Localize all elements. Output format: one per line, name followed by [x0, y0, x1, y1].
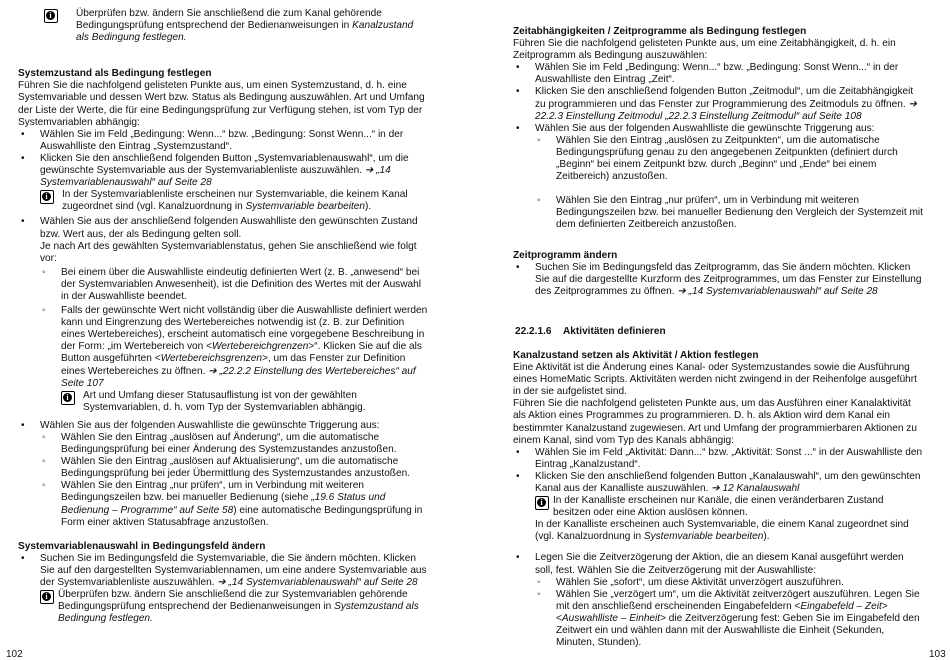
- info-icon: i: [40, 590, 54, 604]
- heading-zeit: Zeitabhängigkeiten / Zeitprogramme als Bedingung festlegen: [513, 26, 807, 37]
- sub-list-item: ◦ Wählen Sie den Eintrag „nur prüfen“, um in Verbindung mit weiteren Bedingungszeilen bzw. bei manueller Bedienung den Vergleich der Systemzeit mit dem definierten Zeitbereich anzustoßen.: [513, 195, 923, 231]
- paragraph: Führen Sie die nachfolgend gelisteten Punkte aus, um eine Zeitabhängigkeit, d. h. ein Zeitprogramm als Bedingung auszuwählen:: [513, 38, 896, 62]
- list-item: • Klicken Sie den anschließend folgenden Button „Zeitmodul“, um die Zeitabhängigkeit zu programmieren und das Fenster zur Programmierung des Zeitmoduls zu öffnen. ➔ 22.2.3 Einstellung Zeitmodul „22.2.3 Einstellung Zeitmodul“ auf Seite 108: [513, 86, 923, 122]
- paragraph: Eine Aktivität ist die Änderung eines Kanal- oder Systemzustandes sowie die Ausführung eines HomeMatic Scripts. Aktivitäten werden nicht zwingend in der Reihenfolge ausgeführt in der sie aufgelistet sind.: [513, 362, 917, 398]
- info-note: i Art und Umfang dieser Statusauflistung ist von der gewählten Systemvariablen, d. h. vom Typ der Systemvariablen abhängig.: [61, 390, 428, 414]
- heading-systemzustand: Systemzustand als Bedingung festlegen: [18, 68, 212, 80]
- list-item: • Wählen Sie im Feld „Bedingung: Wenn...“ bzw. „Bedingung: Sonst Wenn...“ in der Auswahlliste den Eintrag „Zeit“.: [513, 62, 923, 86]
- sub-list-item: ◦ Wählen Sie den Eintrag „auslösen zu Zeitpunkten“, um die automatische Bedingungsprüfung genau zu den angegebenen Zeitpunkten (definiert durch „Beginn“ bei einem Zeitpunkt bzw. durch „Beginn“ und „Ende“ bei einem Zeitbereich) anzustoßen.: [513, 135, 923, 183]
- info-note: i In der Kanalliste erscheinen nur Kanäle, die einen veränderbaren Zustand besitzen oder eine Aktion auslösen können.: [535, 495, 923, 519]
- sub-list-item: ◦ Wählen Sie „verzögert um“, um die Aktivität zeitverzögert auszuführen. Legen Sie mit den anschließend erscheinenden Eingabefeldern <Eingabefeld – Zeit> <Auswahlliste – Einheit> die Zeitverzögerung fest: Geben Sie im Eingabefeld den Zeitwert ein und wählen dann mit der Auswahlliste die Einheit (Sekunden, Minuten, Stunden).: [513, 589, 923, 649]
- sub-list-item: ◦ Falls der gewünschte Wert nicht vollständig über die Auswahlliste definiert werden kann und Eingrenzung des Wertebereiches notwendig ist (z. B. zur Definition eines Wertebereiches), erscheint automatisch eine vorgegebene Beschreibung in der Form: „im Wertebereich von <Wertebereichgrenzen>“. Klicken Sie auf die als Button ausgeführten <Wertebereichsgrenzen>, um das Fenster zur Definition eines Wertebereiches zu öffnen. ➔ „22.2.2 Einstellung des Wertebereiches“ auf Seite 107: [18, 305, 428, 390]
- info-icon: i: [44, 9, 58, 23]
- sub-list-item: ◦ Wählen Sie den Eintrag „auslösen auf Aktualisierung“, um die automatische Bedingungsprüfung bei jeder Übermittlung des Systemzustandes anzustoßen.: [18, 456, 428, 480]
- info-icon: i: [61, 391, 75, 405]
- info-note: i Überprüfen bzw. ändern Sie anschließend die zum Kanal gehörende Bedingungsprüfung entsprechend der Bedienanweisungen in Kanalzustand als Bedingung festlegen.: [44, 8, 428, 44]
- info-note: i In der Systemvariablenliste erscheinen nur Systemvariable, die keinem Kanal zugeordnet sind (vgl. Kanalzuordnung in Systemvariable bearbeiten).: [40, 189, 428, 213]
- page-number-right: 103: [929, 649, 946, 660]
- list-item: • Wählen Sie im Feld „Bedingung: Wenn...“ bzw. „Bedingung: Sonst Wenn...“ in der Auswahlliste den Eintrag „Systemzustand“.: [18, 129, 428, 153]
- right-page: [513, 26, 923, 649]
- page-number-left: 102: [6, 649, 23, 660]
- list-item: • Legen Sie die Zeitverzögerung der Aktion, die an diesem Kanal ausgeführt werden soll, fest. Wählen Sie die Zeitverzögerung mit der Auswahlliste:: [513, 552, 923, 576]
- list-item: • Wählen Sie im Feld „Aktivität: Dann...“ bzw. „Aktivität: Sonst ...“ in der Auswahlliste den Eintrag „Kanalzustand“.: [513, 447, 923, 471]
- list-item: • Klicken Sie den anschließend folgenden Button „Kanalauswahl“, um den gewünschten Kanal aus der Kanalliste auszuwählen. ➔ 12 Kanalauswahl: [513, 471, 923, 495]
- cross-reference: ➔ 12 Kanalauswahl: [711, 483, 800, 494]
- list-item: • Suchen Sie im Bedingungsfeld das Zeitprogramm, das Sie ändern möchten. Klicken Sie auf die dargestellte Kurzform des Zeitprogrammes, um das Fenster zur Einstellung des Zeitprogrammes zu öffnen. ➔ „14 Systemvariablenauswahl“ auf Seite 28: [513, 262, 923, 298]
- info-note: i Überprüfen bzw. ändern Sie anschließend die zur Systemvariablen gehörende Bedingungsprüfung entsprechend der Bedienanweisungen in Systemzustand als Bedingung festlegen.: [40, 589, 428, 625]
- sub-list-item: ◦ Bei einem über die Auswahlliste eindeutig definierten Wert (z. B. „anwesend“ bei der Systemvariablen Anwesenheit), ist die Definition des Wertes mit der Auswahl in der Auswahlliste beendet.: [18, 267, 428, 303]
- note-text: In der Kanalliste erscheinen auch Systemvariable, die einem Kanal zugeordnet sind (vgl. Kanalzuordnung in Systemvariable bearbeiten).: [535, 519, 909, 543]
- list-item: • Wählen Sie aus der folgenden Auswahlliste die gewünschte Triggerung aus:: [513, 123, 923, 135]
- cross-reference: ➔ „22.2.2 Einstellung des Wertebereiches“ auf Seite 107: [61, 365, 416, 389]
- info-icon: i: [535, 496, 549, 510]
- sub-list-item: ◦ Wählen Sie „sofort“, um diese Aktivität unverzögert auszuführen.: [513, 577, 923, 589]
- cross-reference: „19.6 Status und Bedienung – Programme“ auf Seite 58: [61, 492, 386, 516]
- section-heading: 22.2.1.6 Aktivitäten definieren: [515, 325, 666, 337]
- cross-reference: ➔ „14 Systemvariablenauswahl“ auf Seite 28: [217, 577, 418, 589]
- left-page: [18, 8, 428, 625]
- cross-reference: ➔ „14 Systemvariablenauswahl“ auf Seite 28: [40, 165, 391, 189]
- paragraph: Führen Sie die nachfolgend gelisteten Punkte aus, um das Ausführen einer Kanalaktivität als Aktion eines Programmes zu programmieren. D. h. als Aktion wird dem Kanal ein bestimmter Kanalzustand zugewiesen. Art und Umfang der programmierbaren Aktionen zu einem Kanal, sind vom Typ des Kanals abhängig:: [513, 398, 917, 446]
- heading-sysvar: Systemvariablenauswahl in Bedingungsfeld ändern: [18, 540, 266, 552]
- cross-reference: ➔ „14 Systemvariablenauswahl“ auf Seite 28: [677, 285, 878, 297]
- sub-list-item: ◦ Wählen Sie den Eintrag „nur prüfen“, um in Verbindung mit weiteren Bedingungszeilen bzw. bei manueller Bedienung (siehe „19.6 Status und Bedienung – Programme“ auf Seite 58) eine automatische Bedingungsprüfung in Form einer aktiven Statusabfrage anzustoßen.: [18, 480, 428, 528]
- sub-list-item: ◦ Wählen Sie den Eintrag „auslösen auf Änderung“, um die automatische Bedingungsprüfung bei einer Änderung des Systemzustandes anzustoßen.: [18, 432, 428, 456]
- list-item: • Wählen Sie aus der folgenden Auswahlliste die gewünschte Triggerung aus:: [18, 420, 428, 432]
- list-item: • Wählen Sie aus der anschließend folgenden Auswahlliste den gewünschten Zustand bzw. Wert aus, der als Bedingung gelten soll. Je nach Art des gewählten Systemvariablenstatus, gehen Sie anschließend wie folgt vor:: [18, 216, 428, 264]
- page-fold: [474, 0, 475, 660]
- info-icon: i: [40, 190, 54, 204]
- list-item: • Suchen Sie im Bedingungsfeld die Systemvariable, die Sie ändern möchten. Klicken Sie auf den dargestellten Systemvariablennamen, um eine andere Systemvariable aus der Systemvariablenliste auszuwählen. ➔ „14 Systemvariablenauswahl“ auf Seite 28: [18, 553, 428, 589]
- cross-reference: ➔ 22.2.3 Einstellung Zeitmodul „22.2.3 Einstellung Zeitmodul“ auf Seite 108: [535, 98, 917, 122]
- heading-kanalzustand: Kanalzustand setzen als Aktivität / Aktion festlegen: [513, 349, 759, 361]
- paragraph: Führen Sie die nachfolgend gelisteten Punkte aus, um einen Systemzustand, d. h. eine Systemvariable und dessen Wert bzw. Status als Bedingung auszuwählen. Art und Umfang der Liste der Werte, die für eine Bedingungsprüfung zur Verfügung stehen, ist vom Typ der Systemvariablen abhängig:: [18, 80, 425, 128]
- heading-zeitprogramm-aendern: Zeitprogramm ändern: [513, 249, 618, 261]
- list-item: • Klicken Sie den anschließend folgenden Button „Systemvariablenauswahl“, um die gewünschte Systemvariable aus der Systemvariablenliste auszuwählen. ➔ „14 Systemvariablenauswahl“ auf Seite 28: [18, 153, 428, 189]
